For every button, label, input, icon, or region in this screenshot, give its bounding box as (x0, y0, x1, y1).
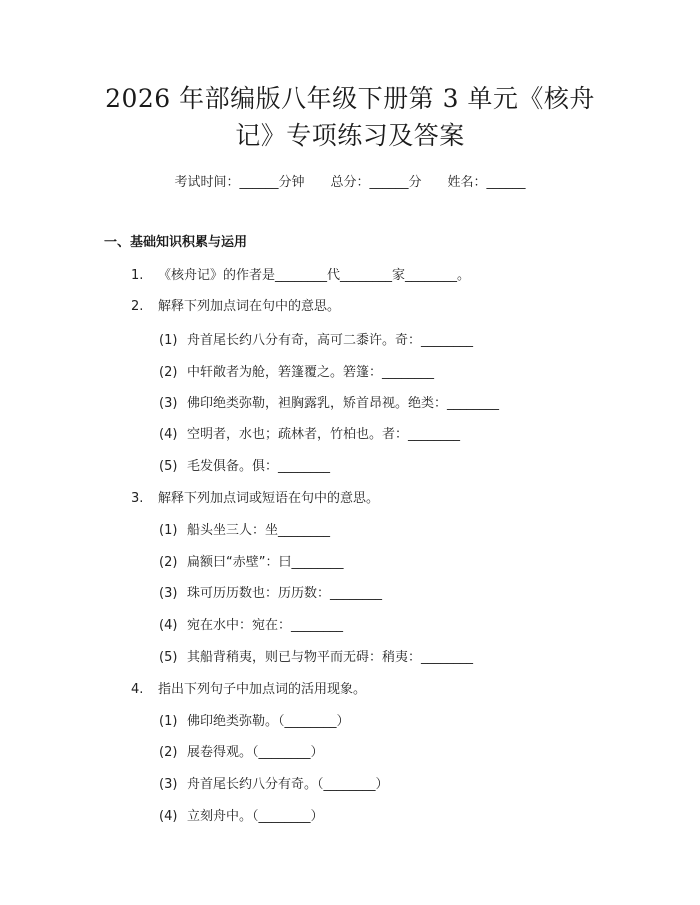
q4-item-1 (159, 710, 350, 729)
item-number: (4) (159, 427, 178, 442)
q2-item-5 (159, 455, 330, 474)
item-number: (5) (159, 650, 178, 665)
q2-item-1 (159, 329, 473, 348)
page-title-line1: 2026 年部编版八年级下册第 3 单元《核舟 (105, 84, 595, 113)
item-text: 立刻舟中。（________） (187, 809, 324, 824)
question-4 (131, 678, 366, 697)
item-text: 空明者，水也；疏林者，竹柏也。者：________ (187, 427, 461, 442)
item-number: (5) (159, 459, 178, 474)
item-text: 毛发俱备。俱：________ (187, 459, 331, 474)
item-text: 佛印绝类弥勒。（________） (187, 714, 350, 729)
total-score-field: 总分：______分 (330, 175, 422, 190)
q3-item-1 (159, 519, 330, 538)
section-heading: 一、基础知识积累与运用 (104, 235, 248, 250)
item-text: 珠可历历数也：历历数：________ (187, 586, 383, 601)
q2-item-3 (159, 392, 499, 411)
question-number: 1. (131, 268, 144, 283)
question-text: 《核舟记》的作者是________代________家________。 (158, 268, 471, 283)
item-number: (3) (159, 396, 178, 411)
student-name-field: 姓名：______ (447, 175, 526, 190)
item-number: (1) (159, 333, 178, 348)
item-text: 舟首尾长约八分有奇。（________） (187, 777, 389, 792)
item-text: 舟首尾长约八分有奇，高可二黍许。奇：________ (187, 333, 474, 348)
q3-item-4 (159, 614, 343, 633)
item-text: 船头坐三人：坐________ (187, 523, 331, 538)
q3-item-2 (159, 551, 343, 570)
item-text: 扁额曰“赤壁”：曰________ (187, 555, 344, 570)
q2-item-4 (159, 423, 460, 442)
item-text: 中轩敞者为舱，箬篷覆之。箬篷：________ (187, 365, 435, 380)
item-number: (2) (159, 555, 178, 570)
exam-time-field: 考试时间：______分钟 (174, 175, 305, 190)
item-number: (4) (159, 618, 178, 633)
q3-item-3 (159, 582, 382, 601)
question-number: 4. (131, 682, 144, 697)
exam-meta (0, 171, 700, 190)
item-text: 宛在水中：宛在：________ (187, 618, 344, 633)
q2-item-2 (159, 361, 434, 380)
item-text: 其船背稍夷，则已与物平而无碍：稍夷：________ (187, 650, 474, 665)
item-number: (4) (159, 809, 178, 824)
question-1 (131, 264, 470, 283)
item-number: (3) (159, 586, 178, 601)
question-text: 指出下列句子中加点词的活用现象。 (158, 682, 367, 697)
q4-item-4 (159, 805, 324, 824)
item-number: (1) (159, 523, 178, 538)
item-text: 展卷得观。（________） (187, 745, 324, 760)
page-title-line2: 记》专项练习及答案 (235, 121, 465, 150)
question-number: 3. (131, 491, 144, 506)
item-number: (1) (159, 714, 178, 729)
q4-item-2 (159, 741, 324, 760)
item-text: 佛印绝类弥勒，袒胸露乳，矫首昂视。绝类：________ (187, 396, 500, 411)
q3-item-5 (159, 646, 473, 665)
question-number: 2. (131, 299, 144, 314)
q4-item-3 (159, 773, 389, 792)
item-number: (3) (159, 777, 178, 792)
question-text: 解释下列加点词或短语在句中的意思。 (158, 491, 380, 506)
question-text: 解释下列加点词在句中的意思。 (158, 299, 341, 314)
question-3 (131, 487, 379, 506)
item-number: (2) (159, 745, 178, 760)
item-number: (2) (159, 365, 178, 380)
question-2 (131, 295, 340, 314)
